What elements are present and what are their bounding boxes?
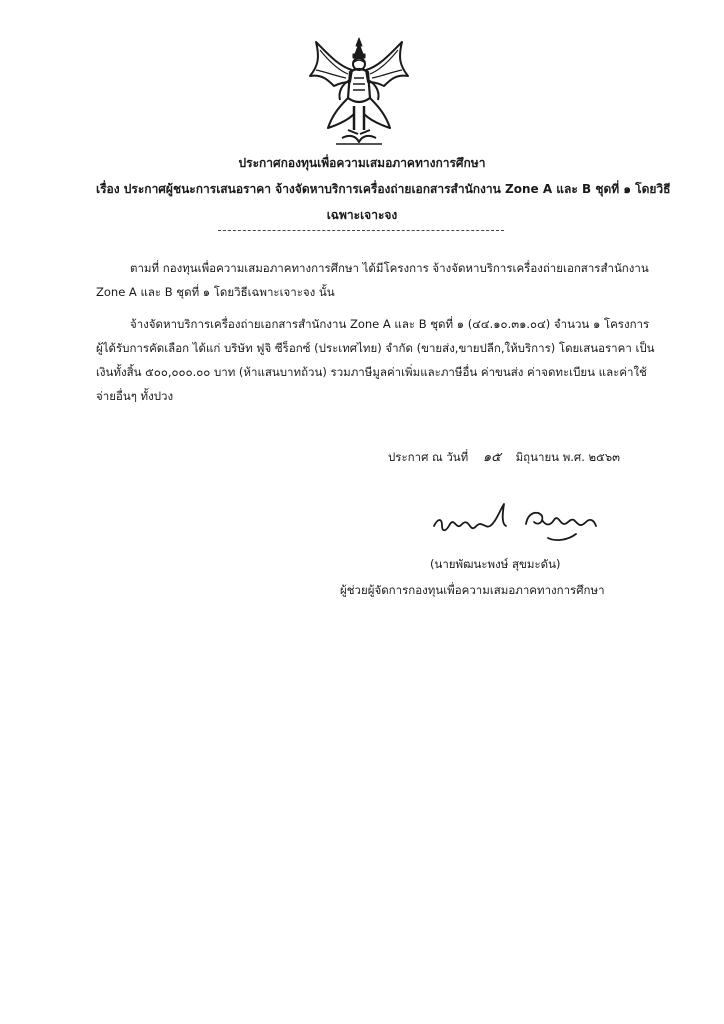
paragraph-2-line-2: ผู้ได้รับการคัดเลือก ได้แก่ บริษัท ฟูจิ ซีร็อกซ์ (ประเทศไทย) จำกัด (ขายส่ง,ขายปลีก,ให้บริการ) โดยเสนอราคา เป็น <box>96 341 655 355</box>
date-month-year: มิถุนายน พ.ศ. ๒๕๖๓ <box>515 450 620 464</box>
paragraph-1-line-2: Zone A และ B ชุดที่ ๑ โดยวิธีเฉพาะเจาะจง นั้น <box>96 285 335 299</box>
paragraph-2-line-1: จ้างจัดหาบริการเครื่องถ่ายเอกสารสำนักงาน Zone A และ B ชุดที่ ๑ (๔๔.๑๐.๓๑.๐๔) จำนวน ๑ โครงการ <box>130 317 650 331</box>
announcement-subject-line-1: เรื่อง ประกาศผู้ชนะการเสนอราคา จ้างจัดหาบริการเครื่องถ่ายเอกสารสำนักงาน Zone A และ B ชุดที่ ๑ โดยวิธี <box>96 182 671 196</box>
body-paragraph-2 <box>96 312 656 408</box>
paragraph-2-line-4: จ่ายอื่นๆ ทั้งปวง <box>96 389 174 403</box>
announcement-subject-line-2: เฉพาะเจาะจง <box>326 208 398 222</box>
section-divider <box>218 230 504 231</box>
announcement-date <box>388 446 620 467</box>
signer-name: (นายพัฒนะพงษ์ สุขมะดัน) <box>430 557 561 571</box>
garuda-emblem-icon <box>308 36 410 148</box>
handwritten-signature <box>430 498 610 550</box>
body-paragraph-1 <box>96 256 656 304</box>
signer-title: ผู้ช่วยผู้จัดการกองทุนเพื่อความเสมอภาคทางการศึกษา <box>340 583 605 597</box>
date-prefix: ประกาศ ณ วันที่ <box>388 450 469 464</box>
paragraph-2-line-3: เงินทั้งสิ้น ๕๐๐,๐๐๐.๐๐ บาท (ห้าแสนบาทถ้วน) รวมภาษีมูลค่าเพิ่มและภาษีอื่น ค่าขนส่ง ค่าจดทะเบียน และค่าใช้ <box>96 365 647 379</box>
paragraph-1-line-1: ตามที่ กองทุนเพื่อความเสมอภาคทางการศึกษา ได้มีโครงการ จ้างจัดหาบริการเครื่องถ่ายเอกสารสำนักงาน <box>130 261 649 275</box>
announcement-heading: ประกาศกองทุนเพื่อความเสมอภาคทางการศึกษา <box>238 156 486 170</box>
date-day: ๑๕ <box>482 450 501 465</box>
